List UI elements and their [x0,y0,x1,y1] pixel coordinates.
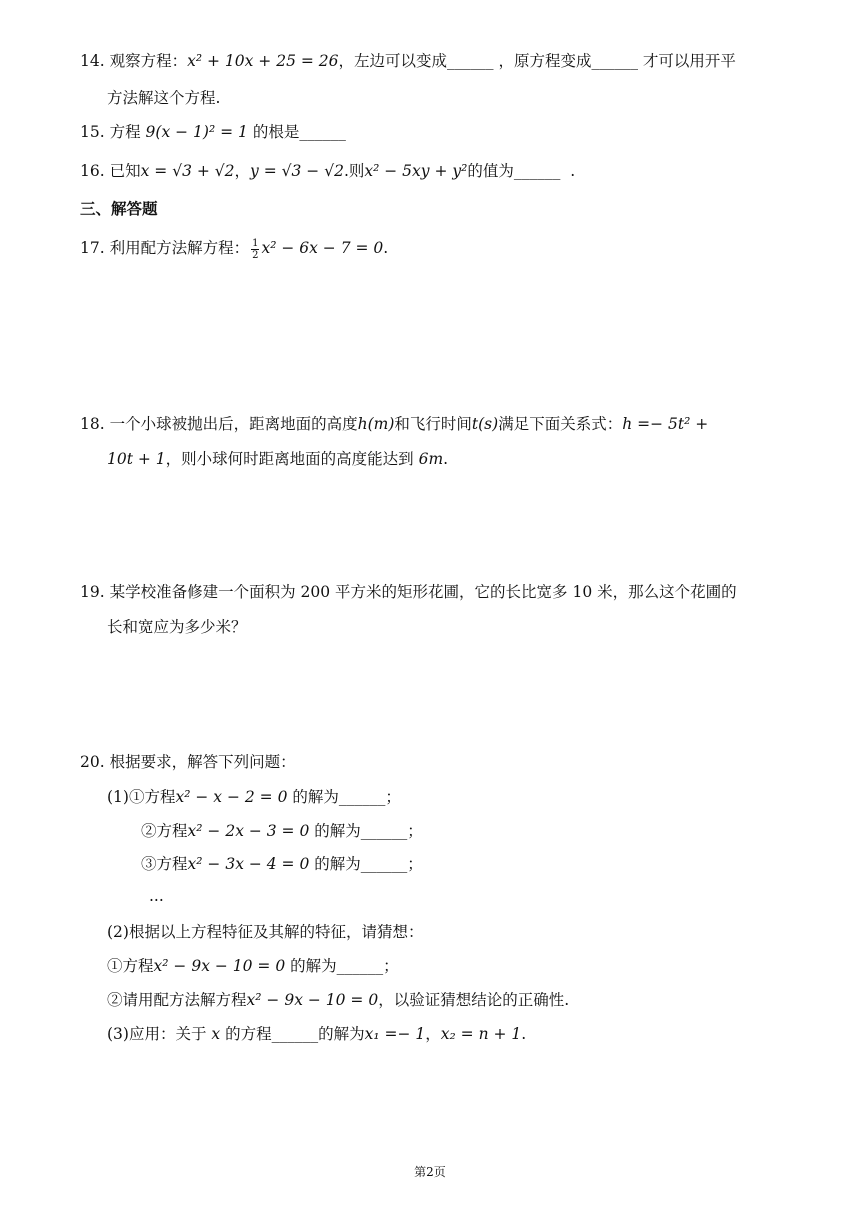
q20-part1-a [107,786,401,808]
q20-p2a-semi: ； [383,957,399,975]
q20-p3-comma: ， [425,1025,441,1043]
q20-p3-x: x [211,1025,221,1043]
q20-p3-text-1: (3)应用：关于 [107,1025,207,1043]
q20-p2b-end: ，以验证猜想结论的正确性. [378,991,570,1009]
q20-p2a-equation: x² − 9x − 10 = 0 [153,957,286,975]
q20-p2b-circled: ② [107,991,123,1009]
q14-prefix: 观察方程： [109,52,188,70]
q20-part1-label: (1) [107,788,129,806]
q16-blank[interactable]: ______ [513,162,561,180]
q19-line-2 [107,616,247,638]
q17-equation: x² − 6x − 7 = 0 [261,239,384,257]
q15-prefix: 方程 [109,123,141,141]
q16-expression: x² − 5xy + y² [364,162,468,180]
q16-line [80,160,575,182]
q19-number: 19. [80,583,105,601]
page-footer [0,1163,860,1180]
q20-circled-3: ③ [141,855,157,873]
q20-p1b-blank[interactable]: ______ [360,822,408,840]
q18-text-4: ，则小球何时距离地面的高度能达到 [165,450,414,468]
q17-prefix: 利用配方法解方程： [109,239,250,257]
page-number: 第2页 [414,1165,446,1179]
q18-text-3: 满足下面关系式： [498,415,623,433]
q18-height-value: 6m [418,450,444,468]
q20-p1c-sol-text: 的解为 [314,855,361,873]
q18-h-var: h(m) [357,415,395,433]
q20-p3-blank[interactable]: ______ [271,1025,319,1043]
q18-end: . [443,450,449,468]
q16-end: . [570,162,576,180]
q15-number: 15. [80,123,105,141]
q20-part2 [107,921,423,943]
q20-p3-text-3: 的解为 [318,1025,365,1043]
q20-part2-text: (2)根据以上方程特征及其解的特征，请猜想： [107,923,424,941]
q20-p3-end: . [521,1025,527,1043]
q15-equation: 9(x − 1)² = 1 [145,123,248,141]
q20-p3-x2: x₂ = n + 1 [440,1025,522,1043]
q20-intro: 根据要求，解答下列问题： [109,753,296,771]
q14-number: 14. [80,52,105,70]
q14-line-2 [107,87,220,109]
q18-text-2: 和飞行时间 [394,415,472,433]
q16-number: 16. [80,162,105,180]
section-heading-text: 三、解答题 [80,200,158,218]
q18-equation-part-1: h =− 5t² + [622,415,709,433]
q20-p1c-text: 方程 [156,855,188,873]
q20-part1-c [141,853,423,875]
q20-p2b-text: 请用配方法解方程 [122,991,247,1009]
q20-p1a-semi: ； [385,788,401,806]
q16-text-1: .则 [343,162,365,180]
q14-text-3: 才可以用开平 [642,52,736,70]
q16-x-def: x = √3 + √2 [140,162,235,180]
q15-text: 的根是 [252,123,300,141]
q20-ellipsis-text: ... [149,887,164,905]
q14-line-2-text: 方法解这个方程. [107,89,221,107]
q20-p3-text-2: 的方程 [225,1025,272,1043]
q14-text-1: ，左边可以变成 [338,52,448,70]
q18-text-1: 一个小球被抛出后，距离地面的高度 [109,415,358,433]
q19-text-1: 某学校准备修建一个面积为 200 平方米的矩形花圃，它的长比宽多 10 米，那么这个花圃的 [109,583,737,601]
q20-ellipsis [149,885,164,907]
q17-fraction-numerator: 1 [252,237,259,249]
q18-number: 18. [80,415,105,433]
q16-sep: ， [234,162,251,180]
q20-number: 20. [80,753,105,771]
q20-p1b-semi: ； [407,822,423,840]
q20-p1a-text: 方程 [144,788,176,806]
q20-p2b-equation: x² − 9x − 10 = 0 [246,991,379,1009]
q17-fraction-denominator: 2 [252,249,259,261]
q17-line [80,237,388,261]
q18-t-var: t(s) [471,415,499,433]
q14-blank-1[interactable]: ______ [447,52,494,70]
q18-equation-part-2: 10t + 1 [107,450,166,468]
q20-p2a-blank[interactable]: ______ [336,957,384,975]
q20-part2-a [107,955,399,977]
q18-line-1 [80,413,708,435]
q16-text-2: 的值为 [467,162,514,180]
q17-fraction [251,238,259,261]
q16-prefix: 已知 [109,162,141,180]
q14-line-1 [80,50,736,72]
q20-p1c-equation: x² − 3x − 4 = 0 [187,855,310,873]
q20-part2-b [107,989,569,1011]
q20-p1c-blank[interactable]: ______ [360,855,408,873]
q20-intro-line [80,751,296,773]
q14-equation: x² + 10x + 25 = 26 [187,52,339,70]
q14-blank-2[interactable]: ______ [591,52,638,70]
q20-circled-1: ① [128,788,145,806]
q20-p1b-text: 方程 [156,822,188,840]
q20-p1c-semi: ； [407,855,423,873]
q20-p1a-equation: x² − x − 2 = 0 [175,788,288,806]
q20-p2a-text: 方程 [122,957,154,975]
q20-p1b-sol-text: 的解为 [314,822,361,840]
q20-p1a-blank[interactable]: ______ [338,788,386,806]
q20-p3-x1: x₁ =− 1 [364,1025,426,1043]
q14-text-2: ，原方程变成 [498,52,592,70]
q19-text-2: 长和宽应为多少米？ [107,618,247,636]
q20-part1-b [141,820,423,842]
q20-p2a-sol-text: 的解为 [290,957,337,975]
q20-part3 [107,1023,526,1045]
q20-circled-2: ② [141,822,157,840]
q20-p2a-circled: ① [107,957,123,975]
q15-blank[interactable]: ______ [299,123,346,141]
q17-number: 17. [80,239,105,257]
q20-p1b-equation: x² − 2x − 3 = 0 [187,822,310,840]
q16-y-def: y = √3 − √2 [250,162,344,180]
section-heading [80,198,158,220]
q18-line-2 [107,448,448,470]
q17-end: . [383,239,389,257]
q19-line-1 [80,581,737,603]
q15-line [80,121,346,143]
q20-p1a-sol-text: 的解为 [292,788,339,806]
